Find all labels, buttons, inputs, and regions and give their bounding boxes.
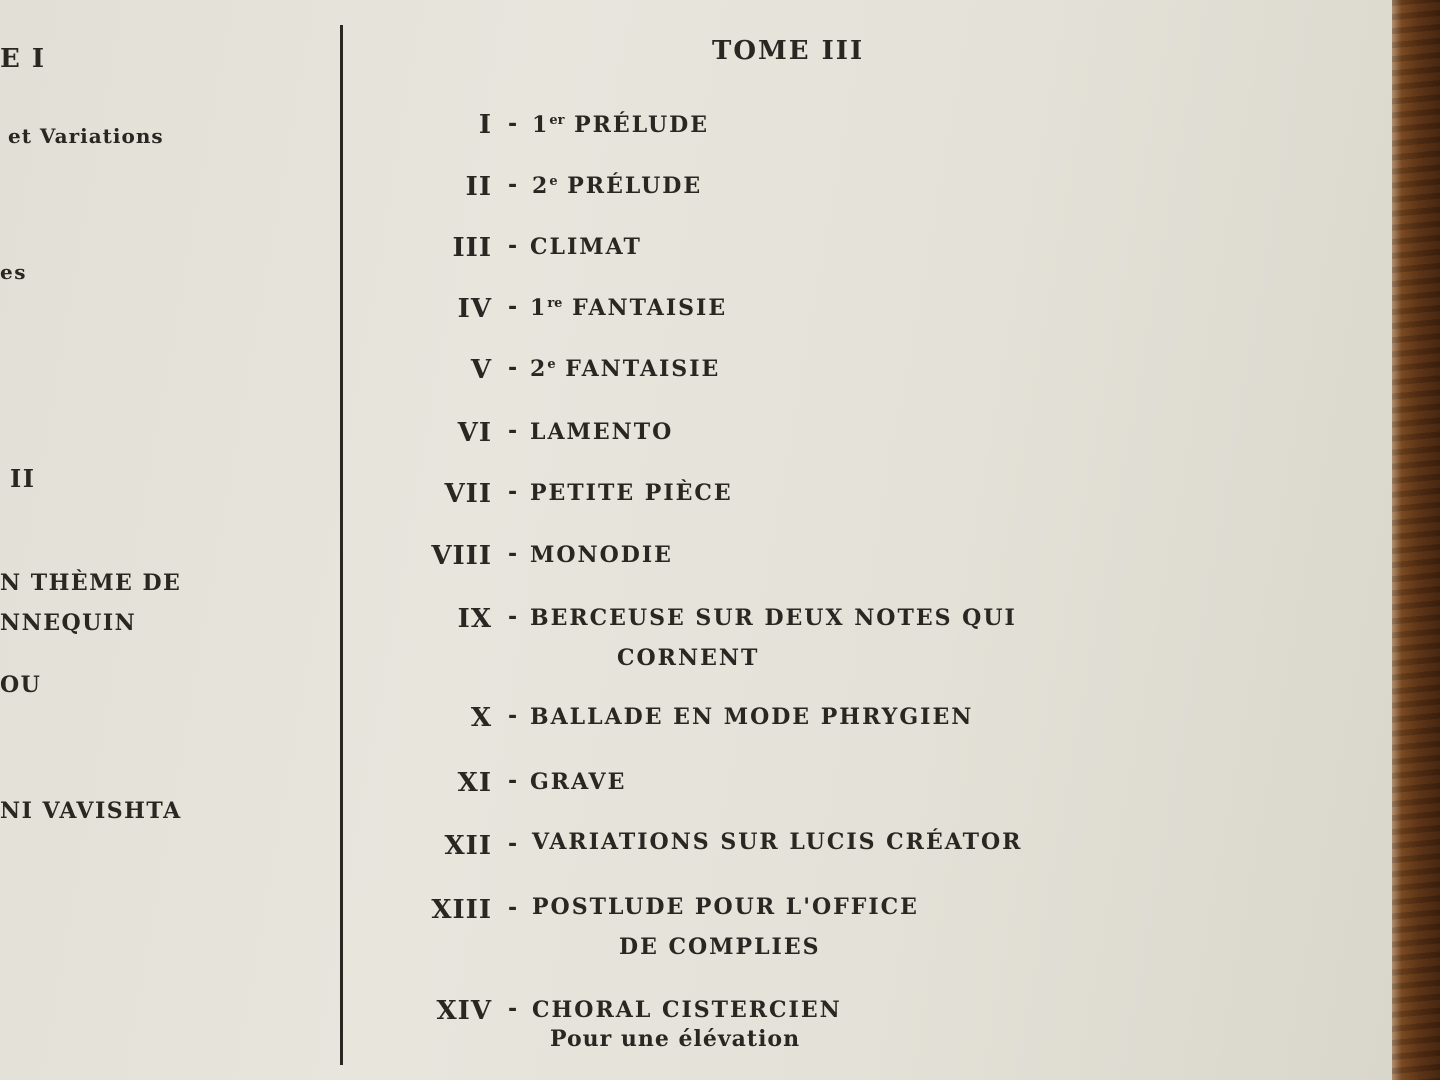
dash-separator: - [508, 419, 518, 444]
dash-separator: - [508, 173, 518, 198]
roman-numeral: VII [444, 479, 492, 509]
left-line: es [0, 260, 27, 284]
dash-separator: - [508, 112, 518, 137]
entry-title-text: POSTLUDE POUR L'OFFICE [532, 894, 919, 920]
entry-title-text: GRAVE [530, 769, 627, 795]
dash-separator: - [508, 769, 518, 794]
dash-separator: - [508, 605, 518, 630]
roman-numeral: I [478, 110, 492, 140]
roman-numeral: XIII [431, 895, 492, 925]
dash-separator: - [508, 356, 518, 381]
ordinal-number: 1 [530, 295, 548, 321]
entry-title-text: FANTAISIE [565, 356, 721, 382]
entry-title-text: VARIATIONS SUR LUCIS CRÉATOR [532, 829, 1023, 855]
left-line: et Variations [8, 124, 164, 148]
dash-separator: - [508, 997, 518, 1022]
roman-numeral: IV [457, 294, 492, 324]
left-line: E I [0, 44, 46, 74]
ordinal-suffix: re [547, 296, 563, 311]
entry-title [532, 112, 709, 138]
ordinal-number: 2 [530, 356, 548, 382]
ordinal-suffix: er [549, 113, 565, 128]
entry-title [530, 356, 720, 382]
ordinal-suffix: e [549, 174, 558, 189]
entry-title-text: MONODIE [530, 542, 673, 568]
dash-separator: - [508, 542, 518, 567]
entry-continuation: CORNENT [617, 645, 760, 671]
entry-title-text: BALLADE EN MODE PHRYGIEN [530, 704, 974, 730]
ordinal-number: 1 [532, 112, 550, 138]
entry-title-text: PRÉLUDE [567, 173, 703, 199]
roman-numeral: II [465, 172, 492, 202]
dash-separator: - [508, 480, 518, 505]
left-line: NI VAVISHTA [0, 798, 182, 824]
roman-numeral: V [470, 355, 492, 385]
entry-title [530, 295, 727, 321]
left-line: OU [0, 672, 42, 698]
ordinal-number: 2 [532, 173, 550, 199]
entry-title [532, 173, 702, 199]
roman-numeral: XI [457, 768, 492, 798]
roman-numeral: VI [457, 418, 492, 448]
entry-title-text: BERCEUSE SUR DEUX NOTES QUI [530, 605, 1017, 631]
entry-continuation: DE COMPLIES [619, 934, 821, 960]
wooden-table-edge [1392, 0, 1440, 1080]
left-line: II [10, 464, 36, 493]
roman-numeral: III [452, 233, 492, 263]
entry-title-text: PETITE PIÈCE [530, 480, 733, 506]
entry-title-text: PRÉLUDE [574, 112, 710, 138]
dash-separator: - [508, 704, 518, 729]
entry-title-text: FANTAISIE [572, 295, 728, 321]
dash-separator: - [508, 832, 518, 857]
ordinal-suffix: e [547, 357, 556, 372]
entry-subtitle: Pour une élévation [550, 1026, 801, 1052]
roman-numeral: VIII [431, 541, 492, 571]
left-line: NNEQUIN [0, 610, 137, 636]
roman-numeral: IX [457, 604, 492, 634]
roman-numeral: XIV [436, 996, 492, 1026]
roman-numeral: XII [444, 831, 492, 861]
dash-separator: - [508, 896, 518, 921]
dash-separator: - [508, 295, 518, 320]
left-line: N THÈME DE [0, 570, 182, 596]
entry-title-text: CHORAL CISTERCIEN [532, 997, 842, 1023]
roman-numeral: X [470, 703, 492, 733]
column-divider [340, 25, 343, 1065]
entry-title-text: LAMENTO [530, 419, 674, 445]
dash-separator: - [508, 234, 518, 259]
entry-title-text: CLIMAT [530, 234, 642, 260]
tome-title: TOME III [712, 36, 865, 66]
